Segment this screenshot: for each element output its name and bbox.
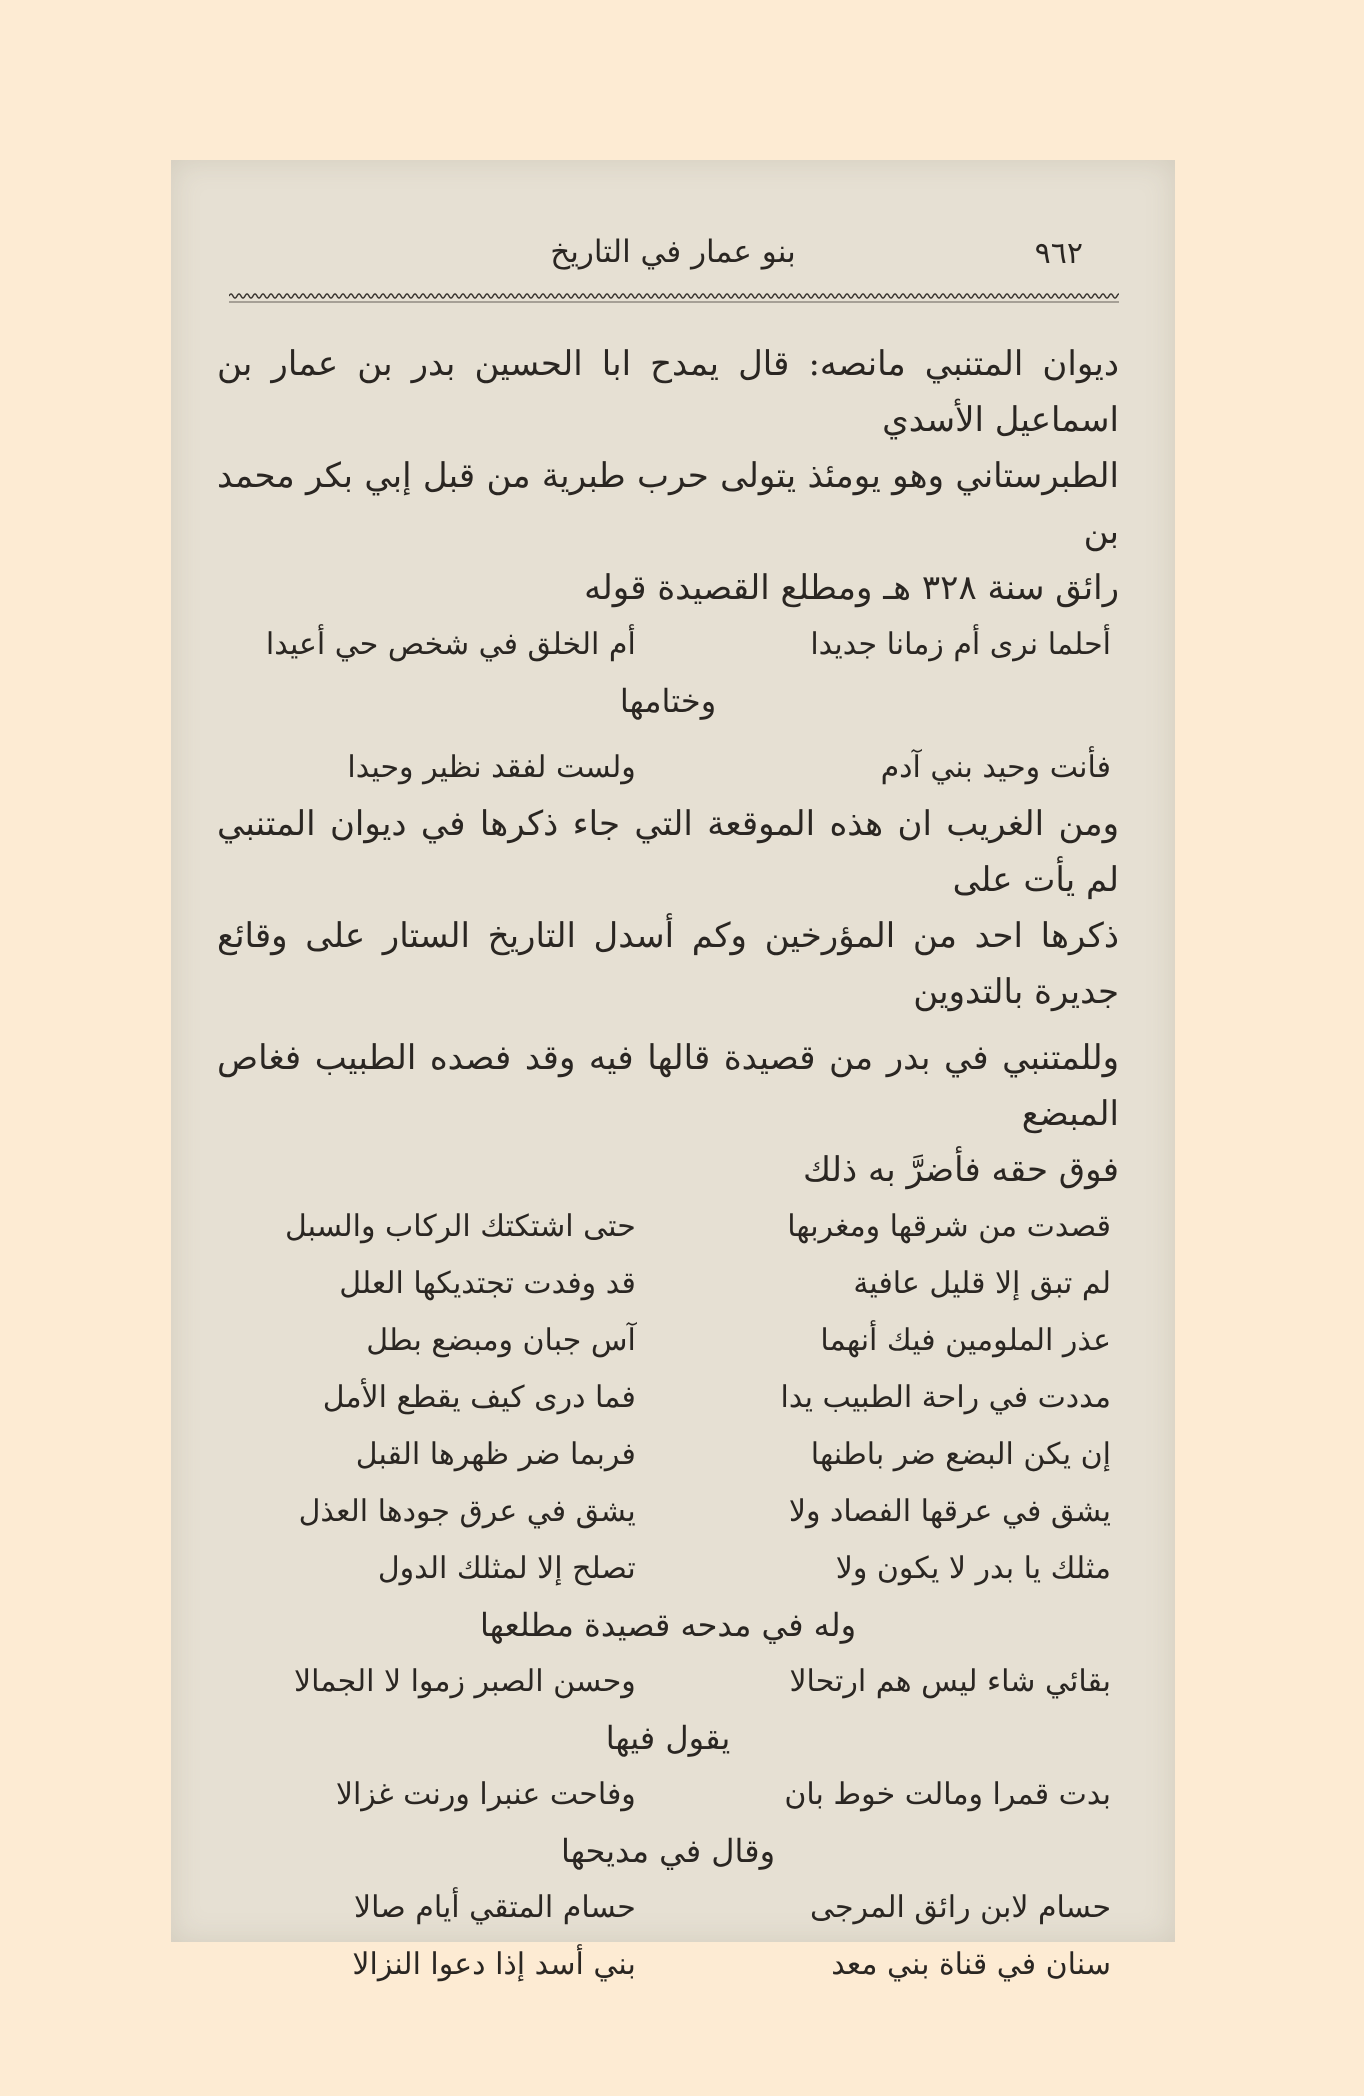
verse-first-hemistich: إن يكن البضع ضر باطنها [810,1437,1111,1472]
verse-first-hemistich: أحلما نرى أم زمانا جديدا [810,627,1111,662]
verse-line [217,1198,1119,1255]
verse-first-hemistich: مددت في راحة الطبيب يدا [780,1380,1111,1415]
verse-first-hemistich: يشق في عرقها الفصاد ولا [788,1494,1111,1529]
verse-second-hemistich: وفاحت عنبرا ورنت غزالا [335,1777,636,1812]
verse-line [217,1312,1119,1369]
verse-line [217,1936,1119,1993]
section-heading: وقال في مديحها [560,1832,776,1870]
verse-line [217,1255,1119,1312]
page-body [217,336,1119,1993]
paragraph-line: ذكرها احد من المؤرخين وكم أسدل التاريخ الستار على وقائع جديرة بالتدوين [217,916,1119,1012]
verse-first-hemistich: قصدت من شرقها ومغربها [787,1209,1111,1244]
verse-second-hemistich: آس جبان ومبضع بطل [366,1323,636,1358]
verse-line [217,739,1119,796]
verse-line [217,1540,1119,1597]
intro-line: الطبرستاني وهو يومئذ يتولى حرب طبرية من قبل إبي بكر محمد بن [217,456,1119,552]
verse-second-hemistich: بني أسد إذا دعوا النزالا [352,1947,636,1982]
verse-line [217,1369,1119,1426]
verse-second-hemistich: تصلح إلا لمثلك الدول [377,1551,636,1586]
verse-line [217,616,1119,673]
verse-second-hemistich: حتى اشتكتك الركاب والسبل [284,1209,636,1244]
verse-line [217,1483,1119,1540]
verse-second-hemistich: فربما ضر ظهرها القبل [355,1437,636,1472]
wavy-divider [229,290,1119,306]
verse-first-hemistich: حسام لابن رائق المرجى [809,1890,1111,1925]
verse-second-hemistich: حسام المتقي أيام صالا [353,1890,636,1925]
verse-second-hemistich: قد وفدت تجتديكها العلل [339,1266,636,1301]
verse-second-hemistich: ولست لفقد نظير وحيدا [347,750,636,785]
verse-first-hemistich: فأنت وحيد بني آدم [880,750,1111,785]
verse-first-hemistich: بدت قمرا ومالت خوط بان [784,1777,1111,1812]
verse-second-hemistich: وحسن الصبر زموا لا الجمالا [293,1664,636,1699]
section-heading: وله في مدحه قصيدة مطلعها [479,1606,857,1644]
page-header [229,230,1117,280]
page-number: ٩٦٢ [1034,236,1083,271]
paragraph-line: ومن الغريب ان هذه الموقعة التي جاء ذكرها في ديوان المتنبي لم يأت على [217,804,1119,900]
verse-first-hemistich: لم تبق إلا قليل عافية [853,1266,1111,1301]
verse-first-hemistich: سنان في قناة بني معد [831,1947,1111,1982]
verse-first-hemistich: عذر الملومين فيك أنهما [820,1323,1111,1358]
intro-line: رائق سنة ٣٢٨ هـ ومطلع القصيدة قوله [584,568,1119,608]
verse-line [217,1766,1119,1823]
verse-line [217,1426,1119,1483]
verse-line [217,1879,1119,1936]
verse-first-hemistich: بقائي شاء ليس هم ارتحالا [789,1664,1111,1699]
paragraph-line: وللمتنبي في بدر من قصيدة قالها فيه وقد فصده الطبيب فغاص المبضع [217,1038,1119,1134]
verse-second-hemistich: يشق في عرق جودها العذل [298,1494,636,1529]
intro-line: ديوان المتنبي مانصه: قال يمدح ابا الحسين بدر بن عمار بن اسماعيل الأسدي [217,344,1119,440]
verse-second-hemistich: فما درى كيف يقطع الأمل [322,1380,636,1415]
verse-line [217,1653,1119,1710]
running-title: بنو عمار في التاريخ [550,234,796,270]
poem-block [217,1198,1119,1597]
verse-first-hemistich: مثلك يا بدر لا يكون ولا [835,1551,1111,1586]
section-heading: وختامها [619,682,717,720]
book-page [171,160,1175,1982]
paragraph-line: فوق حقه فأضرَّ به ذلك [803,1150,1119,1190]
section-heading: يقول فيها [605,1719,731,1757]
verse-second-hemistich: أم الخلق في شخص حي أعيدا [265,627,636,662]
